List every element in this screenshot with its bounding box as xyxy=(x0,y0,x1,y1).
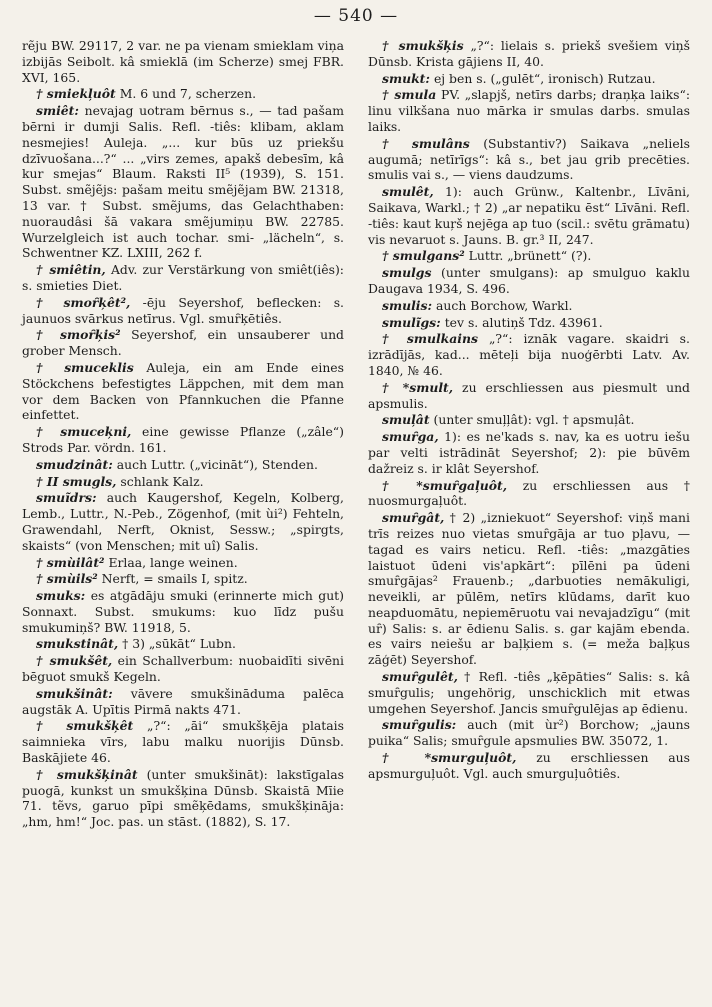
entry-headword: smulis: xyxy=(382,297,433,313)
entry-text: ein Schallverbum: nuobaidīti sivēni bēguot smukš Kegeln. xyxy=(22,653,344,685)
entry-headword: † smukšķis xyxy=(382,38,464,53)
dictionary-entry xyxy=(22,490,344,553)
entry-text: † 2) „izniekuot“ Seyershof: viņš mani trīs reizes nuo vietas smuȓgāja ar tuo pļavu, — tagad es vairs neticu. Refl. -tiês: „mazgāties laistuot ūdeni vis'apkārt“: pīlēni pa ūdeni smuȓgājas² Frauenb.; „darbuoties nemākuligi, neveikli, ar pūlēm, netīrs klūdams, darīt kuo neapduomātu, nepiemēruotu vai nevajadzīgu“ (mit uȓ) Salis: s. ar ēdienu Salis. s. gar kajām ebenda. es vairs neiešu ar baļķiem s. (= meža baļķus zāģēt) Seyershof. xyxy=(368,510,690,668)
dictionary-entry xyxy=(368,38,690,70)
entry-text: schlank Kalz. xyxy=(120,473,204,489)
dictionary-entry: rẽju BW. 29117, 2 var. ne pa vienam smieklam viņa izbijās Seibolt. kâ smieklā (im Scherze) smej FBR. XVI, 165. xyxy=(22,38,344,85)
dictionary-entry xyxy=(368,87,690,134)
entry-headword: smuȓgulis: xyxy=(382,717,457,733)
dictionary-entry xyxy=(22,86,344,102)
entry-headword: † smoȓķêt², xyxy=(36,294,131,310)
entry-text: Seyershof, ein unsauberer und grober Mensch. xyxy=(22,327,344,359)
entry-headword: † *smuȓgaļuôt, xyxy=(382,477,508,493)
entry-text: vāvere smukšināduma palēca augstāk A. Upītis Pirmā nakts 471. xyxy=(22,685,344,717)
dictionary-entry xyxy=(22,555,344,571)
dictionary-entry xyxy=(368,380,690,412)
entry-headword: smukt: xyxy=(382,70,430,86)
entry-text: zu erschliessen aus piesmult und apsmulis. xyxy=(368,379,690,411)
entry-text: † 3) „sūkāt“ Lubn. xyxy=(122,636,236,652)
entry-headword: smuȓga, xyxy=(382,429,439,445)
entry-text: auch Luttr. („vicināt“), Stenden. xyxy=(116,456,318,472)
entry-headword: † smùilât² xyxy=(36,554,105,570)
entry-headword: smukšinât: xyxy=(36,685,113,701)
entry-headword: † *smurguļuôt, xyxy=(382,750,517,766)
entry-headword: † smulkains xyxy=(382,331,478,347)
entry-headword: smuȓgât, xyxy=(382,510,445,526)
left-column xyxy=(22,38,344,831)
dictionary-entry xyxy=(22,588,344,635)
entry-headword: smudzinât: xyxy=(36,456,113,472)
dictionary-entry xyxy=(22,636,344,652)
entry-text: (unter smukšināt): lakstīgalas puogā, kunkst un smukšķina Dūnsb. Skaistā Mīie 71. tẽvs, garuo pīpi smẽķēdams, smukšķināja: „hm, hm!“ Joc. pas. un stāst. (1882), S. 17. xyxy=(22,766,344,830)
dictionary-entry xyxy=(368,136,690,183)
dictionary-entry xyxy=(368,248,690,264)
entry-text: (Substantiv?) Saikava „neliels augumā; netīrīgs“: kâ s., bet jau grib precēties. smulis vai s., — viens daudzums. xyxy=(368,135,690,183)
dictionary-entry xyxy=(368,478,690,510)
dictionary-entry xyxy=(22,571,344,587)
dictionary-entry xyxy=(22,718,344,765)
entry-text: Luttr. „brünett“ (?). xyxy=(468,248,592,264)
entry-headword: † smiêtin, xyxy=(36,262,106,278)
dictionary-entry xyxy=(22,103,344,261)
right-column xyxy=(368,38,690,783)
entry-text: Adv. zur Verstärkung von smiêt(iês): s. smieties Diet. xyxy=(22,262,344,293)
entry-text: Erlaa, lange weinen. xyxy=(108,554,238,570)
entry-text: PV. „slapjš, netīrs darbs; draņķa laiks“: linu vilkšana nuo mārka ir smulas darbs. smulas laiks. xyxy=(368,87,690,134)
dictionary-entry xyxy=(368,184,690,247)
dictionary-entry xyxy=(368,717,690,749)
entry-headword: † smuceķni, xyxy=(36,424,132,440)
dictionary-entry xyxy=(22,767,344,830)
dictionary-entry xyxy=(368,298,690,314)
entry-headword: smuȓgulêt, xyxy=(382,669,458,685)
entry-text: „?“: lielais s. priekš svešiem viņš Dūnsb. Krista gājiens II, 40. xyxy=(368,38,690,69)
entry-headword: smiêt: xyxy=(36,103,79,119)
entry-headword: smukstinât, xyxy=(36,636,119,652)
entry-headword: † smula xyxy=(382,87,437,103)
dictionary-entry xyxy=(368,429,690,476)
entry-headword: smuks: xyxy=(36,588,86,604)
entry-text: zu erschliessen aus apsmurguļuôt. Vgl. auch smurguļuôtiês. xyxy=(368,750,690,781)
entry-text: auch (mit ùr²) Borchow; „jauns puika“ Salis; smuȓgule apsmulies BW. 35072, 1. xyxy=(368,717,690,749)
entry-text: Auleja, ein am Ende eines Stöckchens befestigtes Läppchen, mit dem man vor dem Backen von Pfannkuchen die Pfanne einfettet. xyxy=(22,359,344,423)
entry-headword: † *smult, xyxy=(382,379,454,395)
dictionary-entry xyxy=(368,669,690,716)
dictionary-entry xyxy=(22,653,344,685)
page-number: — 540 — xyxy=(313,6,399,26)
dictionary-entry xyxy=(22,295,344,327)
entry-text: es atgādāju smuki (erinnerte mich gut) Sonnaxt. Subst. smukums: kuo līdz pušu smukumiņš? BW. 11918, 5. xyxy=(22,588,344,635)
dictionary-entry xyxy=(368,510,690,668)
dictionary-entry xyxy=(368,315,690,331)
entry-text: auch Borchow, Warkl. xyxy=(436,297,573,313)
entry-text: auch Kaugershof, Kegeln, Kolberg, Lemb., Luttr., N.-Peb., Zögenhof, (mit ùi²) Fehteln, Grawendahl, Nerft, Oknist, Sessw.; „spirgts, skaists“ (von Menschen; mit uî) Salis. xyxy=(22,490,344,553)
dictionary-entry xyxy=(22,474,344,490)
entry-headword: smulĩgs: xyxy=(382,314,441,330)
dictionary-entry xyxy=(368,750,690,782)
entry-headword: † smùils² xyxy=(36,571,98,587)
dictionary-entry xyxy=(22,327,344,359)
dictionary-entry xyxy=(368,265,690,297)
entry-text: -ēju Seyershof, beflecken: s. jaunuos svārkus netīrus. Vgl. smuȓķētiês. xyxy=(22,294,344,326)
dictionary-entry xyxy=(22,457,344,473)
entry-text: nevajag uotram bērnus s., — tad pašam bērni ir dumji Salis. Refl. -tiês: klibam, aklam nesmejies! Auleja. „... kur būs uz priekšu dzīvuošana...?“ ... „virs zemes, apakš debesīm, kâ kur smejas“ Blaum. Raksti II⁵ (1939), S. 151. Subst. smẽjẽjs: pašam meitu smẽjẽjam BW. 21318, 13 var. † Subst. smẽjums, das Gelachthaben: nuoraudâsi šā vakara smẽjumiņu BW. 22785. Wurzelgleich ist auch tochar. smi- „lächeln“, s. Schwentner KZ. LXIII, 262 f. xyxy=(22,103,344,261)
entry-text: 1): es ne'kads s. nav, ka es uotru iešu par velti istrādināt Seyershof; 2): pie būvēm dažreiz s. ir klât Seyershof. xyxy=(368,429,690,476)
entry-text: eine gewisse Pflanze („zâle“) Strods Par. vördn. 161. xyxy=(22,424,344,455)
entry-headword: smuļât xyxy=(382,412,430,428)
entry-text: 1): auch Grünw., Kaltenbr., Līvāni, Saikava, Warkl.; † 2) „ar nepatiku ēst“ Līvāni. Refl. -tiês: kaut kuŗš nejēga ap tuo (scil.: svētu grāmatu) vis nevaruot s. Jauns. B. gr.³ II, 247. xyxy=(368,184,690,247)
dictionary-entry xyxy=(22,424,344,456)
entry-text: „?“: „āi“ smukšķēja platais saimnieka vīrs, labu malku nuorijis Dūnsb. Baskājiete 46. xyxy=(22,718,344,766)
entry-text: tev s. alutiņš Tdz. 43961. xyxy=(444,314,603,330)
entry-headword: † smulâns xyxy=(382,135,470,151)
entry-text: Nerft, = smails I, spitz. xyxy=(101,571,248,587)
entry-headword: † II smugls, xyxy=(36,473,117,489)
entry-text: (unter smulgans): ap smulguo kaklu Daugava 1934, S. 496. xyxy=(368,265,690,296)
entry-headword: † smukšķêt xyxy=(36,718,134,734)
entry-text: M. 6 und 7, scherzen. xyxy=(119,86,257,102)
entry-headword: smulêt, xyxy=(382,184,434,200)
dictionary-entry xyxy=(22,262,344,294)
entry-text: ej ben s. („gulēt“, ironisch) Rutzau. xyxy=(433,70,656,86)
entry-text: (unter smuļļât): vgl. † apsmuļât. xyxy=(433,412,635,428)
entry-headword: † smukšķinât xyxy=(36,766,138,782)
dictionary-entry xyxy=(22,360,344,423)
entry-text: zu erschliessen aus † nuosmurgaļuôt. xyxy=(368,477,690,509)
entry-headword: smulgs xyxy=(382,265,432,281)
dictionary-entry xyxy=(22,686,344,718)
dictionary-entry xyxy=(368,412,690,428)
dictionary-entry xyxy=(368,71,690,87)
entry-headword: † smukšêt, xyxy=(36,653,113,669)
entry-headword: † smulgans² xyxy=(382,248,465,264)
entry-headword: † smiekļuôt xyxy=(36,86,116,102)
dictionary-entry xyxy=(368,331,690,378)
entry-headword: † smuceklis xyxy=(36,359,134,375)
entry-text: „?“: iznāk vagare. skaidri s. izrādījās, kad... mēteļi bija nuoģērbti Latv. Av. 1840, № 46. xyxy=(368,331,690,378)
entry-headword: smuĩdrs: xyxy=(36,490,97,506)
entry-text: † Refl. -tiês „ķēpāties“ Salis: s. kâ smuȓgulis; ungehörig, unschicklich mit etwas umgehen Seyershof. Jancis smuȓgulējas ap ēdienu. xyxy=(368,669,690,716)
entry-headword: † smoȓķis² xyxy=(36,327,121,343)
